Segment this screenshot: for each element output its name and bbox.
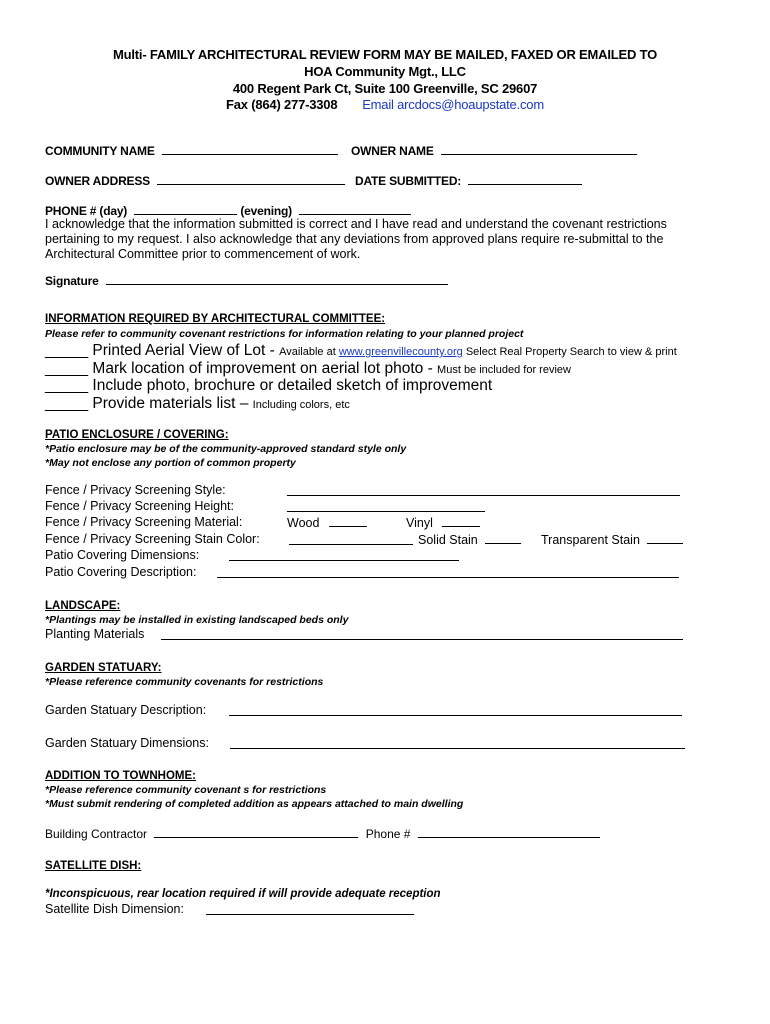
fence-height-input[interactable] [287,500,485,512]
item-after: Select Real Property Search to view & print [462,346,677,358]
acknowledgement-text: I acknowledge that the information submitted is correct and I have read and understand the covenant restrictions pertaining to my request. I also acknowledge that any deviations from approved plans require re-submittal to the Architectural Committee prior to commencement of work. [45,217,667,261]
community-name-input[interactable] [162,143,338,155]
planting-materials-input[interactable] [161,628,683,640]
solid-stain-input[interactable] [485,532,521,544]
check-blank[interactable]: _____ [45,342,89,359]
contractor-field [45,826,600,841]
garden-dimensions-label: Garden Statuary Dimensions: [45,736,209,750]
info-required-note: Please refer to community covenant restrictions for information relating to your planned project [45,328,524,340]
info-item-mark [45,360,571,378]
date-submitted-field [355,173,582,188]
community-name-label: COMMUNITY NAME [45,144,155,158]
landscape-title: LANDSCAPE: [45,600,121,612]
owner-name-field [351,143,637,158]
planting-materials-label: Planting Materials [45,627,145,641]
fax-number: Fax (864) 277-3308 [226,97,338,112]
info-item-aerial [45,342,677,360]
owner-address-field [45,173,345,188]
info-item-materials [45,395,350,413]
addition-note-1: *Please reference community covenant s for restrictions [45,784,327,796]
info-item-photo [45,377,492,395]
fence-stain-label: Fence / Privacy Screening Stain Color: [45,532,260,546]
wood-input[interactable] [329,515,367,527]
patio-note-1: *Patio enclosure may be of the community-approved standard style only [45,443,407,455]
addition-title: ADDITION TO TOWNHOME: [45,770,196,782]
owner-name-label: OWNER NAME [351,144,434,158]
date-submitted-label: DATE SUBMITTED: [355,174,462,188]
wood-option [287,515,367,530]
check-blank[interactable]: _____ [45,395,89,412]
fence-stain-input[interactable] [289,533,413,545]
patio-dimensions-input[interactable] [229,549,459,561]
check-blank[interactable]: _____ [45,377,89,394]
item-note: Including colors, etc [252,399,350,411]
signature-input[interactable] [106,273,448,285]
signature-field [45,273,448,288]
garden-note: *Please reference community covenants for restrictions [45,676,324,688]
solid-stain-label: Solid Stain [418,533,478,547]
garden-title: GARDEN STATUARY: [45,662,162,674]
phone-field [45,203,411,218]
owner-address-label: OWNER ADDRESS [45,174,150,188]
contractor-label: Building Contractor [45,827,148,841]
vinyl-option [406,515,480,530]
phone-evening-label: (evening) [240,204,292,218]
garden-dimensions-input[interactable] [230,737,685,749]
garden-description-label: Garden Statuary Description: [45,703,207,717]
contractor-input[interactable] [154,826,358,838]
landscape-note: *Plantings may be installed in existing landscaped beds only [45,614,349,626]
fence-style-label: Fence / Privacy Screening Style: [45,483,226,497]
item-text: Printed Aerial View of Lot - [92,342,280,359]
patio-description-input[interactable] [217,566,679,578]
email-link[interactable]: arcdocs@hoaupstate.com [397,97,544,112]
contractor-phone-input[interactable] [418,826,600,838]
patio-description-label: Patio Covering Description: [45,565,197,579]
item-note: Must be included for review [437,364,571,376]
item-text: Include photo, brochure or detailed sketch of improvement [92,377,493,394]
vinyl-label: Vinyl [406,516,433,530]
phone-evening-input[interactable] [299,203,411,215]
owner-name-input[interactable] [441,143,637,155]
date-submitted-input[interactable] [468,173,582,185]
fence-height-label: Fence / Privacy Screening Height: [45,499,234,513]
item-text: Mark location of improvement on aerial lot photo - [92,360,438,377]
patio-dimensions-label: Patio Covering Dimensions: [45,548,200,562]
patio-note-2: *May not enclose any portion of common property [45,457,296,469]
email-label: Email [362,97,394,112]
company-name: HOA Community Mgt., LLC [304,64,466,79]
form-title: Multi- FAMILY ARCHITECTURAL REVIEW FORM MAY BE MAILED, FAXED OR EMAILED TO [113,47,657,62]
owner-address-input[interactable] [157,173,345,185]
community-name-field [45,143,338,158]
satellite-dimension-label: Satellite Dish Dimension: [45,902,184,916]
fence-material-label: Fence / Privacy Screening Material: [45,515,243,529]
info-required-title: INFORMATION REQUIRED BY ARCHITECTURAL COMMITTEE: [45,313,386,325]
phone-day-input[interactable] [134,203,237,215]
addition-note-2: *Must submit rendering of completed addition as appears attached to main dwelling [45,798,464,810]
check-blank[interactable]: _____ [45,360,89,377]
transparent-stain-input[interactable] [647,532,683,544]
vinyl-input[interactable] [442,515,480,527]
solid-stain-option [418,532,521,547]
satellite-note: *Inconspicuous, rear location required if will provide adequate reception [45,888,441,900]
patio-title: PATIO ENCLOSURE / COVERING: [45,429,229,441]
satellite-dimension-input[interactable] [206,903,414,915]
transparent-stain-label: Transparent Stain [541,533,640,547]
garden-description-input[interactable] [229,704,682,716]
contact-line [0,97,770,112]
greenville-county-link[interactable]: www.greenvillecounty.org [338,346,463,358]
phone-day-label: PHONE # (day) [45,204,128,218]
signature-label: Signature [45,274,99,288]
item-note: Available at [279,346,339,358]
contractor-phone-label: Phone # [365,827,411,841]
transparent-stain-option [541,532,683,547]
satellite-title: SATELLITE DISH: [45,860,142,872]
fence-style-input[interactable] [287,484,680,496]
wood-label: Wood [287,516,320,530]
item-text: Provide materials list – [92,395,253,412]
company-address: 400 Regent Park Ct, Suite 100 Greenville, SC 29607 [232,81,538,96]
